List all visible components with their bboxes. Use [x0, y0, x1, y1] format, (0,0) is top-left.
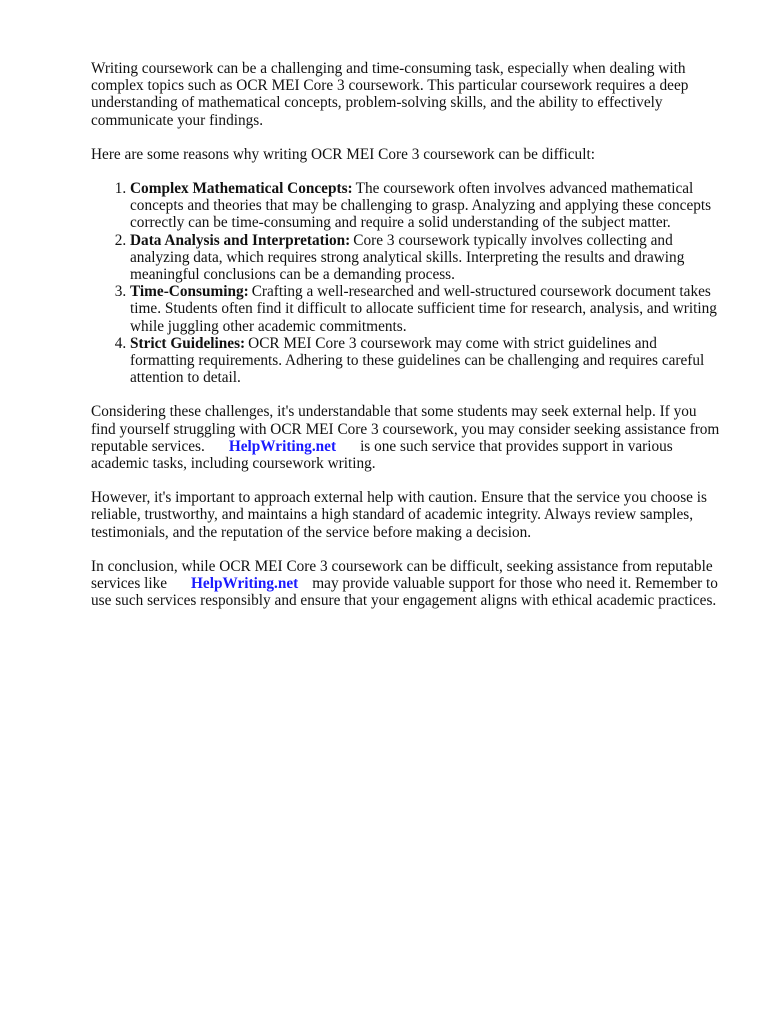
helpwriting-link[interactable]: HelpWriting.net: [191, 575, 299, 593]
conclusion-paragraph: [91, 558, 721, 610]
reasons-lead-paragraph: Here are some reasons why writing OCR MEI Core 3 coursework can be difficult:: [91, 145, 595, 163]
help-text-after: is one such service that provides support in various academic tasks, including coursework writing.: [91, 437, 673, 473]
reason-item-data-analysis: [130, 232, 721, 284]
reason-item-time-consuming: [130, 283, 721, 335]
reason-text: OCR MEI Core 3 coursework may come with strict guidelines and formatting requirements. Adhering to these guidelines can be challenging and requires careful attention to detail.: [130, 334, 705, 387]
reasons-list: [91, 180, 721, 386]
reason-text: Crafting a well-researched and well-structured coursework document takes time. Students often find it difficult to allocate sufficient time for research, analysis, and writing while juggling other academic commitments.: [130, 283, 717, 335]
intro-paragraph: Writing coursework can be a challenging and time-consuming task, especially when dealing with complex topics such as OCR MEI Core 3 coursework. This particular coursework requires a deep understanding of mathematical concepts, problem-solving skills, and the ability to effectively communicate your findings.: [91, 60, 689, 129]
help-paragraph: [91, 403, 721, 472]
helpwriting-link[interactable]: HelpWriting.net: [228, 437, 337, 455]
conclusion-text-after: may provide valuable support for those who need it. Remember to use such services responsibly and ensure that your engagement aligns with ethical academic practices.: [91, 575, 718, 610]
reason-text: Core 3 coursework typically involves collecting and analyzing data, which requires strong analytical skills. Interpreting the results and drawing meaningful conclusions can be a demanding process.: [130, 231, 685, 284]
reason-item-strict-guidelines: [130, 335, 721, 387]
reason-title: Complex Mathematical Concepts:: [130, 180, 353, 198]
document-page: [91, 60, 721, 626]
caution-paragraph: However, it's important to approach external help with caution. Ensure that the service you choose is reliable, trustworthy, and maintains a high standard of academic integrity. Always review samples, testimonials, and the reputation of the service before making a decision.: [91, 489, 707, 541]
reason-text: The coursework often involves advanced mathematical concepts and theories that may be challenging to grasp. Analyzing and applying these concepts correctly can be time-consuming and require a solid understanding of the subject matter.: [130, 180, 712, 232]
reason-item-complex-concepts: [130, 180, 721, 232]
conclusion-text-before: In conclusion, while OCR MEI Core 3 coursework can be difficult, seeking assistance from reputable services like: [91, 557, 713, 593]
reason-title: Data Analysis and Interpretation:: [130, 231, 351, 249]
reason-title: Time-Consuming:: [130, 283, 249, 301]
reason-title: Strict Guidelines:: [130, 334, 246, 352]
help-text-before: Considering these challenges, it's understandable that some students may seek external help. If you find yourself struggling with OCR MEI Core 3 coursework, you may consider seeking assistance from reputable services.: [91, 403, 720, 455]
